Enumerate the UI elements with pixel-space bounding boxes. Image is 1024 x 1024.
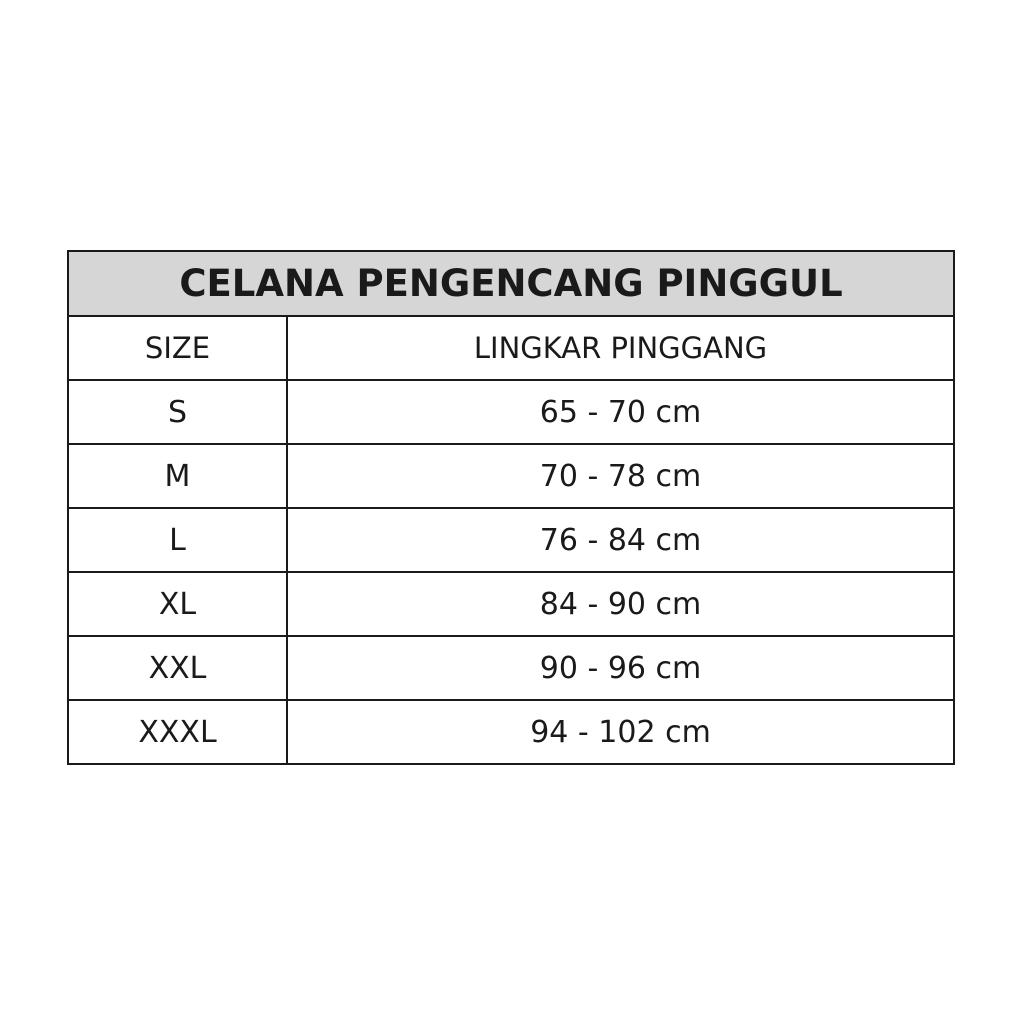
title-row [68, 251, 954, 316]
size-cell: L [68, 508, 287, 572]
column-header-waist: LINGKAR PINGGANG [287, 316, 954, 380]
table-row [68, 700, 954, 764]
waist-cell: 76 - 84 cm [287, 508, 954, 572]
size-chart-table [67, 250, 955, 765]
size-cell: S [68, 380, 287, 444]
table-row [68, 380, 954, 444]
size-cell: XXL [68, 636, 287, 700]
waist-cell: 65 - 70 cm [287, 380, 954, 444]
table-row [68, 636, 954, 700]
table-title: CELANA PENGENCANG PINGGUL [68, 251, 954, 316]
column-header-size: SIZE [68, 316, 287, 380]
waist-cell: 94 - 102 cm [287, 700, 954, 764]
waist-cell: 70 - 78 cm [287, 444, 954, 508]
table-row [68, 444, 954, 508]
header-row [68, 316, 954, 380]
table-row [68, 508, 954, 572]
waist-cell: 84 - 90 cm [287, 572, 954, 636]
size-cell: XXXL [68, 700, 287, 764]
size-cell: XL [68, 572, 287, 636]
table-row [68, 572, 954, 636]
size-cell: M [68, 444, 287, 508]
waist-cell: 90 - 96 cm [287, 636, 954, 700]
